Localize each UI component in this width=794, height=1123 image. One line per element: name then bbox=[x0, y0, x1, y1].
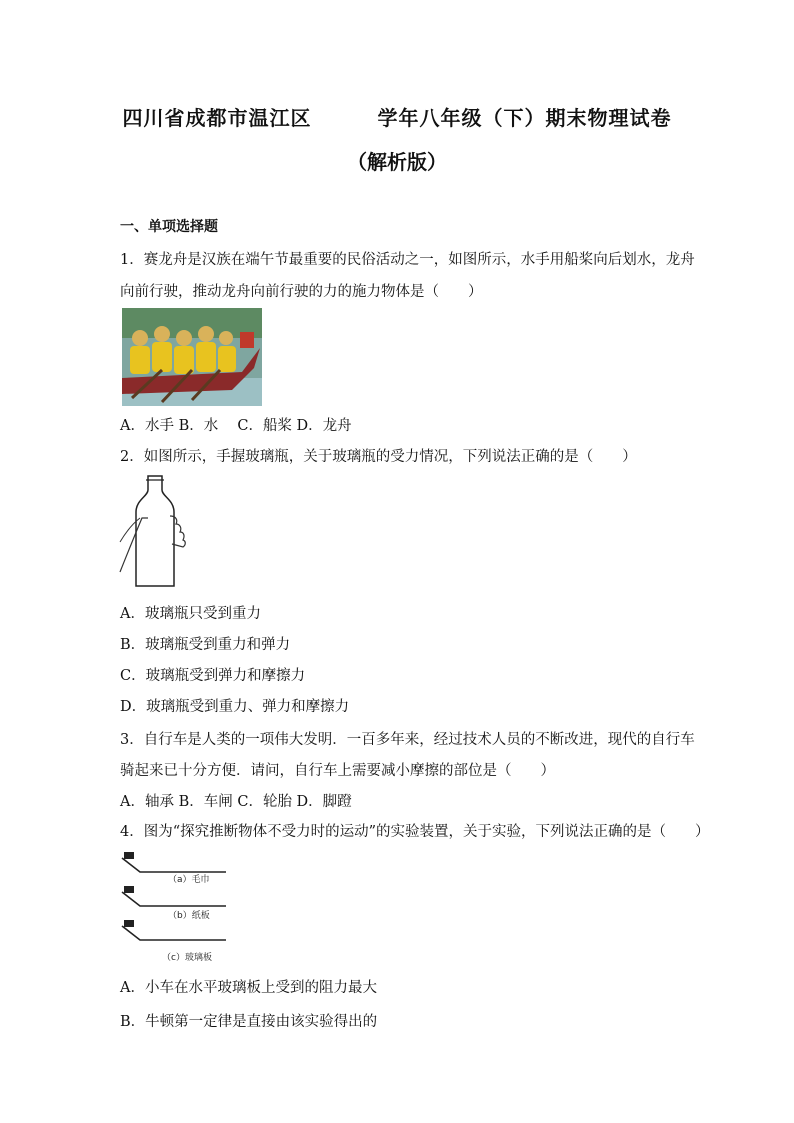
q2-option-d: D．玻璃瓶受到重力、弹力和摩擦力 bbox=[120, 699, 350, 715]
q4-option-b: B．牛顿第一定律是直接由该实验得出的 bbox=[120, 1014, 378, 1030]
q4-option-a: A．小车在水平玻璃板上受到的阻力最大 bbox=[120, 980, 377, 996]
page-subtitle: （解析版） bbox=[347, 150, 447, 174]
page-title bbox=[0, 102, 794, 131]
q3-text-line2: 骑起来已十分方便．请问，自行车上需要减小摩擦的部位是（ ） bbox=[120, 763, 555, 779]
q2-option-a: A．玻璃瓶只受到重力 bbox=[120, 606, 261, 622]
q4-text: 4．图为“探究推断物体不受力时的运动”的实验装置，关于实验，下列说法正确的是（ ） bbox=[120, 824, 710, 840]
q2-option-b: B．玻璃瓶受到重力和弹力 bbox=[120, 637, 291, 653]
title-left: 四川省成都市温江区 bbox=[122, 106, 312, 130]
q1-text-line1: 1．赛龙舟是汉族在端午节最重要的民俗活动之一，如图所示，水手用船桨向后划水，龙舟 bbox=[120, 252, 695, 268]
figure-label-c: （c）玻璃板 bbox=[162, 953, 212, 963]
dragon-boat-photo bbox=[122, 308, 262, 406]
glass-bottle-hand-figure bbox=[118, 472, 190, 592]
figure-label-b: （b）纸板 bbox=[168, 911, 210, 921]
figure-label-a: （a）毛巾 bbox=[168, 875, 210, 885]
title-right: 学年八年级（下）期末物理试卷 bbox=[377, 106, 672, 130]
q2-text: 2．如图所示，手握玻璃瓶，关于玻璃瓶的受力情况，下列说法正确的是（ ） bbox=[120, 449, 637, 465]
section-heading: 一、单项选择题 bbox=[120, 219, 218, 235]
inclined-plane-experiment-figure bbox=[118, 848, 230, 966]
q3-options: A．轴承 B．车闸 C．轮胎 D．脚蹬 bbox=[120, 794, 352, 810]
q3-text-line1: 3．自行车是人类的一项伟大发明．一百多年来，经过技术人员的不断改进，现代的自行车 bbox=[120, 732, 695, 748]
q2-option-c: C．玻璃瓶受到弹力和摩擦力 bbox=[120, 668, 306, 684]
q1-text-line2: 向前行驶，推动龙舟向前行驶的力的施力物体是（ ） bbox=[120, 284, 483, 300]
q1-options: A．水手 B．水 C．船桨 D．龙舟 bbox=[120, 418, 352, 434]
